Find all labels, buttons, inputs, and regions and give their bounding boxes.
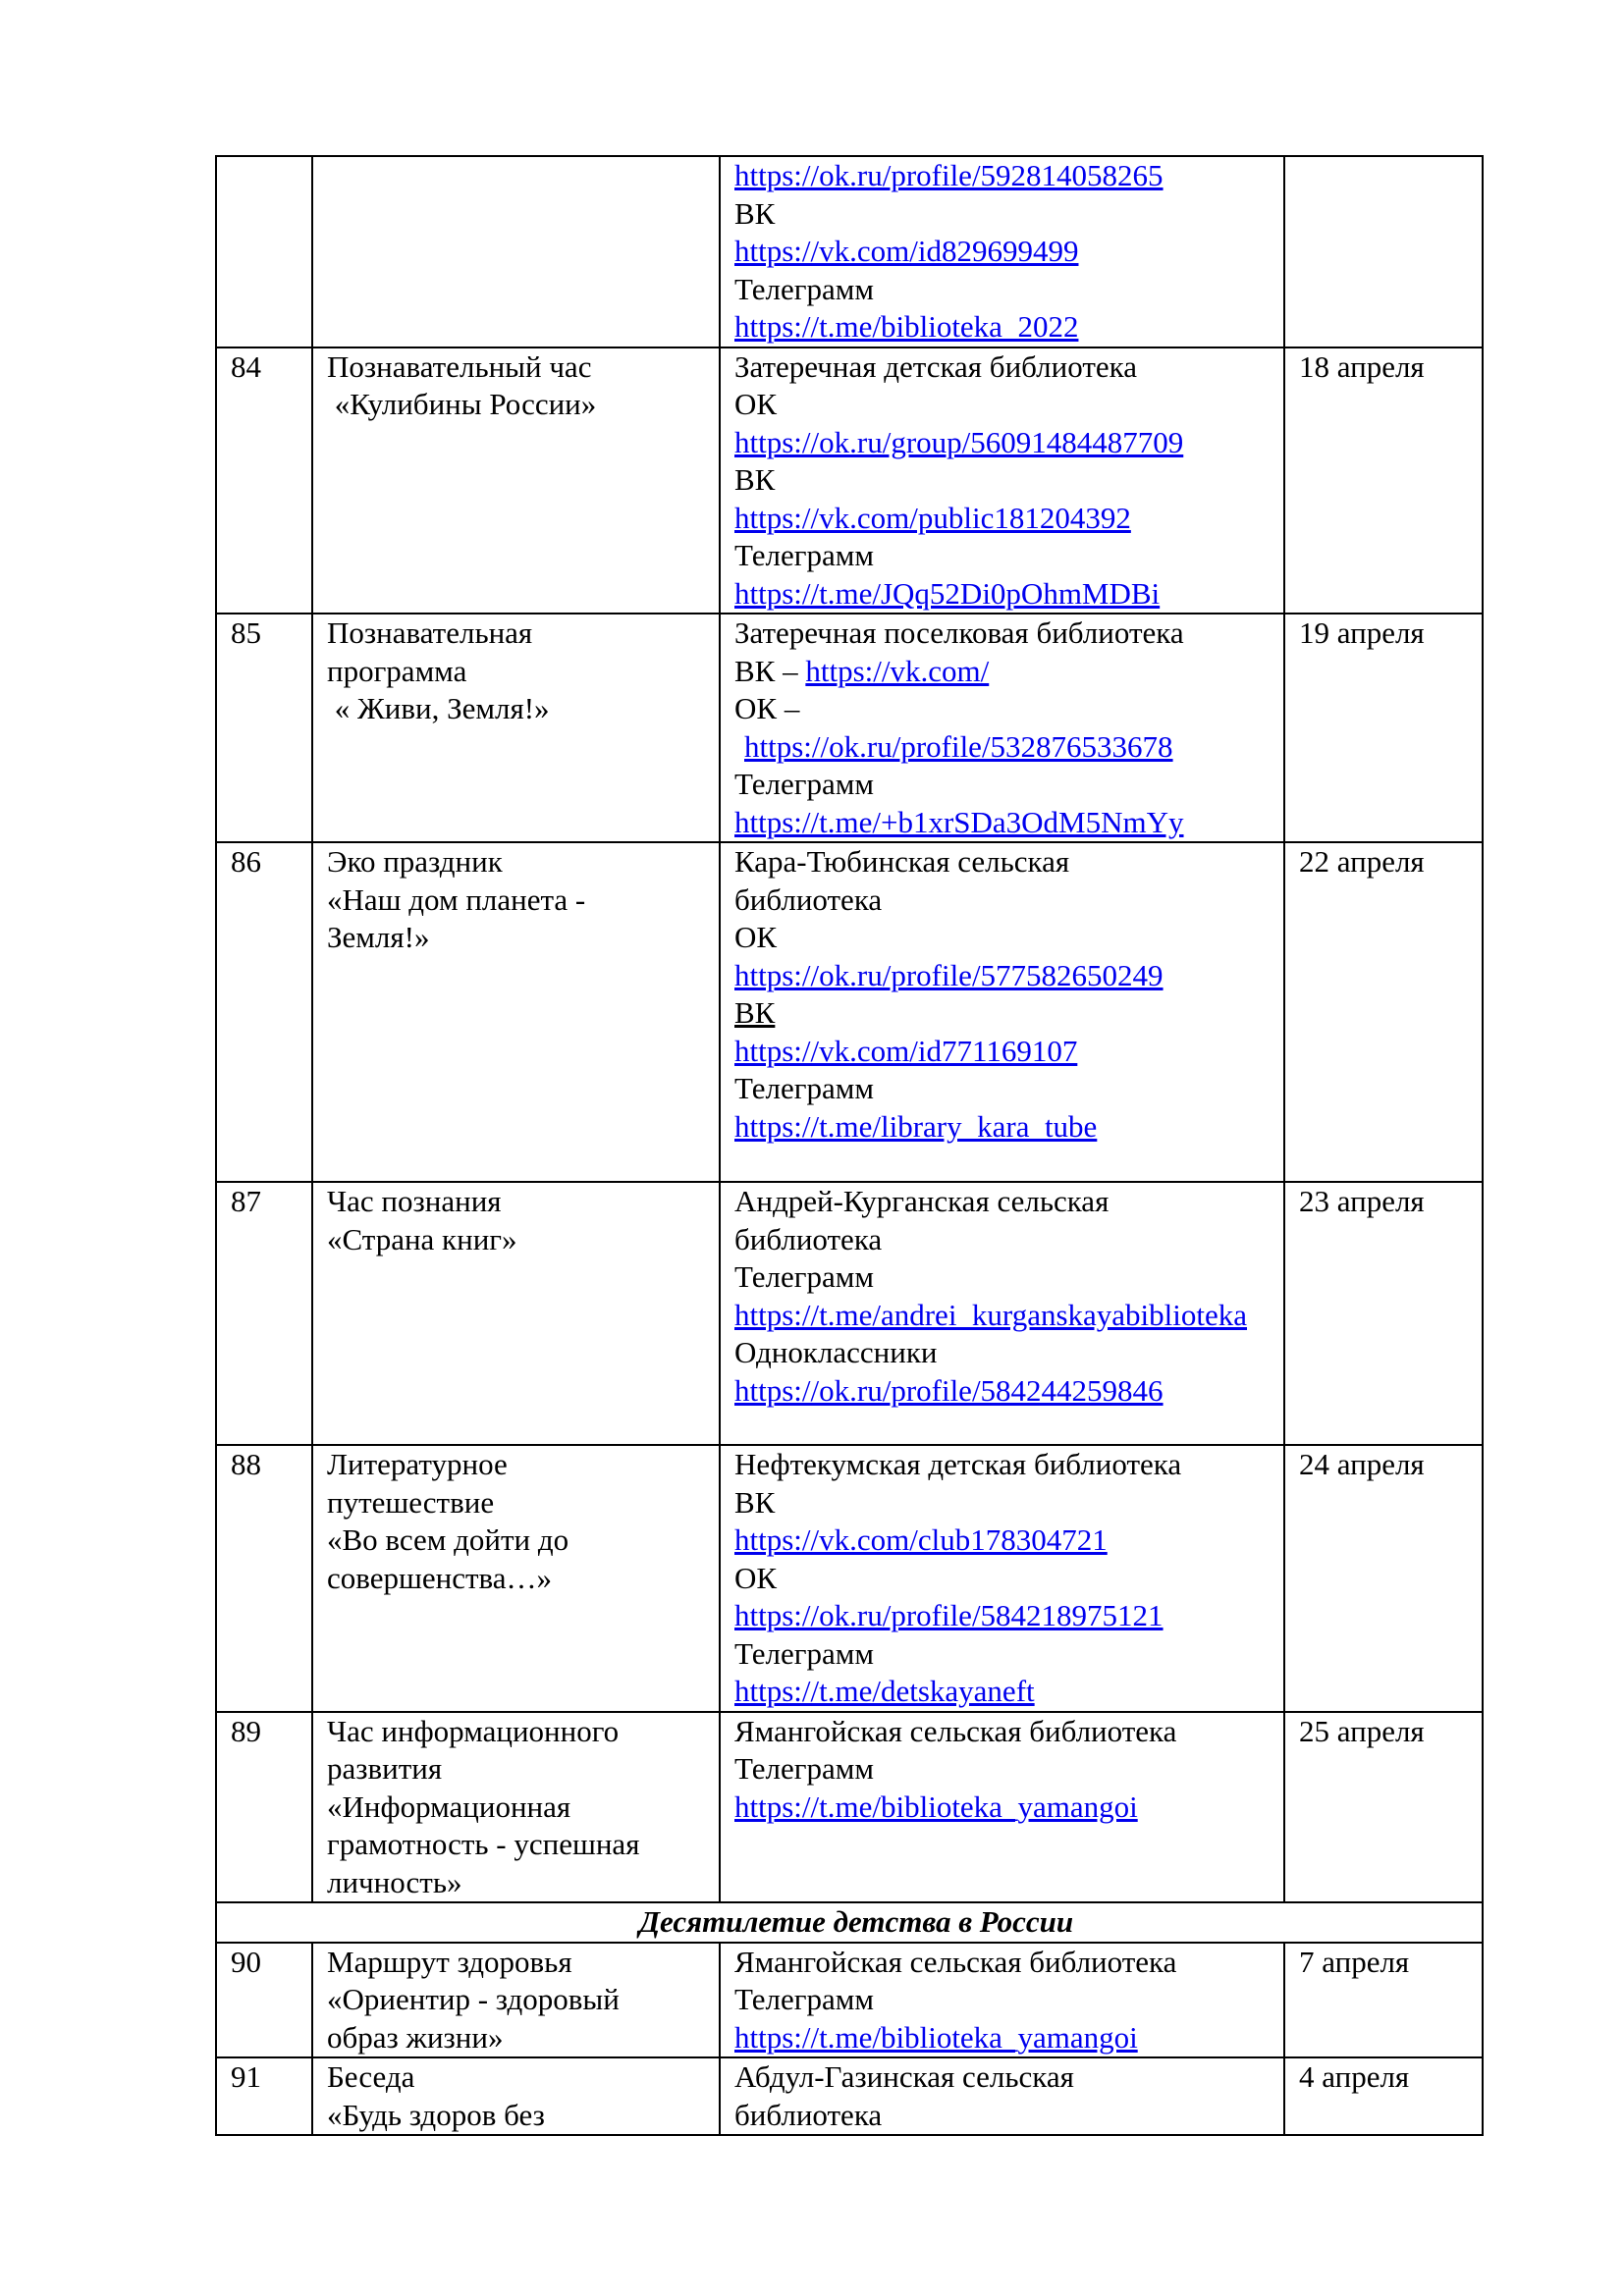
place-text: Ямангойская сельская библиотека <box>734 1713 1177 1748</box>
event-cell <box>312 614 720 842</box>
place-text: Телеграмм <box>734 767 874 801</box>
event-text: совершенства…» <box>327 1560 552 1595</box>
link-line <box>734 1597 1283 1635</box>
event-cell <box>312 1182 720 1445</box>
network-link[interactable]: ВК <box>734 995 776 1030</box>
place-text: Затеречная детская библиотека <box>734 348 1137 384</box>
event-text: Познавательный час <box>327 348 592 384</box>
place-text: Телеграмм <box>734 271 874 306</box>
place-cell <box>720 614 1284 842</box>
row-number <box>216 156 312 347</box>
place-text: Телеграмм <box>734 1259 874 1294</box>
network-label <box>734 994 1283 1033</box>
link-line <box>734 308 1283 347</box>
event-text: Литературное <box>327 1447 508 1481</box>
events-table <box>215 155 1484 2136</box>
event-cell <box>312 156 720 347</box>
place-text: Нефтекумская детская библиотека <box>734 1447 1182 1481</box>
place-text: Затеречная поселковая библиотека <box>734 615 1184 650</box>
table-row <box>216 1445 1483 1712</box>
section-title: Десятилетие детства в России <box>216 1902 1483 1943</box>
link-line <box>734 424 1283 462</box>
place-text: Телеграмм <box>734 538 874 572</box>
link-line <box>734 957 1283 995</box>
event-text: «Ориентир - здоровый <box>327 1982 620 2016</box>
link-line <box>734 1522 1283 1560</box>
row-number: 85 <box>216 614 312 842</box>
table-row <box>216 842 1483 1182</box>
table-row <box>216 156 1483 347</box>
place-text: ВК <box>734 462 776 497</box>
event-text: Час познания <box>327 1184 502 1218</box>
event-text: «Во всем дойти до <box>327 1522 569 1557</box>
place-cell <box>720 842 1284 1182</box>
link-line <box>734 233 1283 271</box>
table-row <box>216 1182 1483 1445</box>
place-text: ОК <box>734 920 778 954</box>
row-number: 89 <box>216 1712 312 1903</box>
event-cell <box>312 1943 720 2058</box>
place-text: библиотека <box>734 2097 883 2132</box>
link-line <box>734 728 1283 767</box>
resource-link[interactable]: https://ok.ru/group/56091484487709 <box>734 424 1184 459</box>
event-text: Эко праздник <box>327 844 503 879</box>
link-line <box>734 2019 1283 2057</box>
table-row <box>216 1943 1483 2058</box>
place-text: Кара-Тюбинская сельская <box>734 844 1070 879</box>
network-line <box>734 653 1283 691</box>
row-number: 87 <box>216 1182 312 1445</box>
resource-link[interactable]: https://vk.com/club178304721 <box>734 1522 1108 1557</box>
resource-link[interactable]: https://t.me/biblioteka_yamangoi <box>734 1789 1138 1824</box>
place-text: Андрей-Курганская сельская <box>734 1184 1110 1218</box>
link-line <box>734 804 1283 842</box>
link-line <box>734 1673 1283 1711</box>
event-text: «Страна книг» <box>327 1221 517 1256</box>
date-cell: 22 апреля <box>1284 842 1483 1182</box>
place-text: ВК <box>734 195 776 231</box>
date-cell: 18 апреля <box>1284 347 1483 614</box>
place-text: ВК <box>734 1484 776 1520</box>
resource-link[interactable]: https://t.me/JQq52Di0pOhmMDBi <box>734 575 1161 611</box>
place-cell <box>720 347 1284 614</box>
place-text: Ямангойская сельская библиотека <box>734 1944 1177 1979</box>
place-cell <box>720 1182 1284 1445</box>
events-table-body <box>216 156 1483 2135</box>
resource-link[interactable]: https://ok.ru/profile/584244259846 <box>734 1372 1164 1408</box>
resource-link[interactable]: https://ok.ru/profile/592814058265 <box>734 158 1164 192</box>
row-number: 84 <box>216 347 312 614</box>
link-line <box>734 1297 1283 1335</box>
date-cell: 23 апреля <box>1284 1182 1483 1445</box>
table-row <box>216 347 1483 614</box>
event-text: Беседа <box>327 2059 415 2094</box>
event-text: образ жизни» <box>327 2019 504 2055</box>
row-number: 91 <box>216 2057 312 2135</box>
resource-link[interactable]: https://t.me/library_kara_tube <box>734 1108 1098 1144</box>
event-text: «Будь здоров без <box>327 2097 545 2132</box>
event-text: Маршрут здоровья <box>327 1944 572 1979</box>
place-text: Одноклассники <box>734 1335 938 1369</box>
resource-link[interactable]: https://ok.ru/profile/584218975121 <box>734 1598 1164 1632</box>
table-row <box>216 2057 1483 2135</box>
section-header-row <box>216 1902 1483 1943</box>
place-cell <box>720 156 1284 347</box>
event-text: Земля!» <box>327 920 430 954</box>
resource-link[interactable]: https://ok.ru/profile/532876533678 <box>744 728 1173 764</box>
event-text: развития <box>327 1751 443 1786</box>
resource-link[interactable]: https://vk.com/id771169107 <box>734 1033 1078 1068</box>
date-cell: 7 апреля <box>1284 1943 1483 2058</box>
date-cell: 4 апреля <box>1284 2057 1483 2135</box>
link-line <box>734 1789 1283 1827</box>
place-text: ОК <box>734 1560 778 1595</box>
row-number: 88 <box>216 1445 312 1712</box>
event-text: личность» <box>327 1864 462 1899</box>
place-text: библиотека <box>734 1221 883 1256</box>
event-cell <box>312 1712 720 1903</box>
resource-link[interactable]: https://vk.com/public181204392 <box>734 500 1131 535</box>
date-cell <box>1284 156 1483 347</box>
event-cell <box>312 2057 720 2135</box>
place-text: ОК – <box>734 691 800 725</box>
resource-link[interactable]: https://vk.com/ <box>805 653 990 688</box>
event-cell <box>312 842 720 1182</box>
event-text: «Кулибины России» <box>327 387 597 421</box>
event-cell <box>312 1445 720 1712</box>
place-cell <box>720 1712 1284 1903</box>
event-text: Познавательная <box>327 615 533 650</box>
resource-link[interactable]: https://t.me/+b1xrSDa3OdM5NmYy <box>734 804 1184 839</box>
event-text: программа <box>327 653 467 688</box>
place-cell <box>720 2057 1284 2135</box>
place-cell <box>720 1943 1284 2058</box>
resource-link[interactable]: https://t.me/andrei_kurganskayabiblioteka <box>734 1297 1248 1332</box>
date-cell: 25 апреля <box>1284 1712 1483 1903</box>
resource-link[interactable]: https://t.me/biblioteka_2022 <box>734 309 1079 344</box>
place-text: Телеграмм <box>734 1071 874 1105</box>
resource-link[interactable]: https://t.me/detskayaneft <box>734 1674 1035 1708</box>
table-row <box>216 614 1483 842</box>
event-cell <box>312 347 720 614</box>
link-line <box>734 1372 1283 1411</box>
event-text: «Информационная <box>327 1789 571 1824</box>
place-text: Телеграмм <box>734 1635 874 1671</box>
event-text: грамотность - успешная <box>327 1827 640 1861</box>
place-text: библиотека <box>734 881 883 917</box>
link-line <box>734 1033 1283 1071</box>
event-text: Час информационного <box>327 1713 620 1748</box>
link-line <box>734 1108 1283 1147</box>
link-line <box>734 157 1283 195</box>
table-row <box>216 1712 1483 1903</box>
row-number: 90 <box>216 1943 312 2058</box>
event-text: « Живи, Земля!» <box>327 691 550 725</box>
resource-link[interactable]: https://vk.com/id829699499 <box>734 234 1079 268</box>
place-text: Телеграмм <box>734 1751 874 1786</box>
place-text: Телеграмм <box>734 1982 874 2016</box>
row-number: 86 <box>216 842 312 1182</box>
date-cell: 19 апреля <box>1284 614 1483 842</box>
network-label: ВК – <box>734 653 806 688</box>
place-text: ОК <box>734 387 778 421</box>
resource-link[interactable]: https://t.me/biblioteka_yamangoi <box>734 2019 1138 2055</box>
place-text: Абдул-Газинская сельская <box>734 2059 1074 2094</box>
event-text: «Наш дом планета - <box>327 881 586 917</box>
resource-link[interactable]: https://ok.ru/profile/577582650249 <box>734 957 1164 992</box>
date-cell: 24 апреля <box>1284 1445 1483 1712</box>
place-cell <box>720 1445 1284 1712</box>
link-line <box>734 500 1283 538</box>
link-line <box>734 575 1283 614</box>
event-text: путешествие <box>327 1484 495 1520</box>
